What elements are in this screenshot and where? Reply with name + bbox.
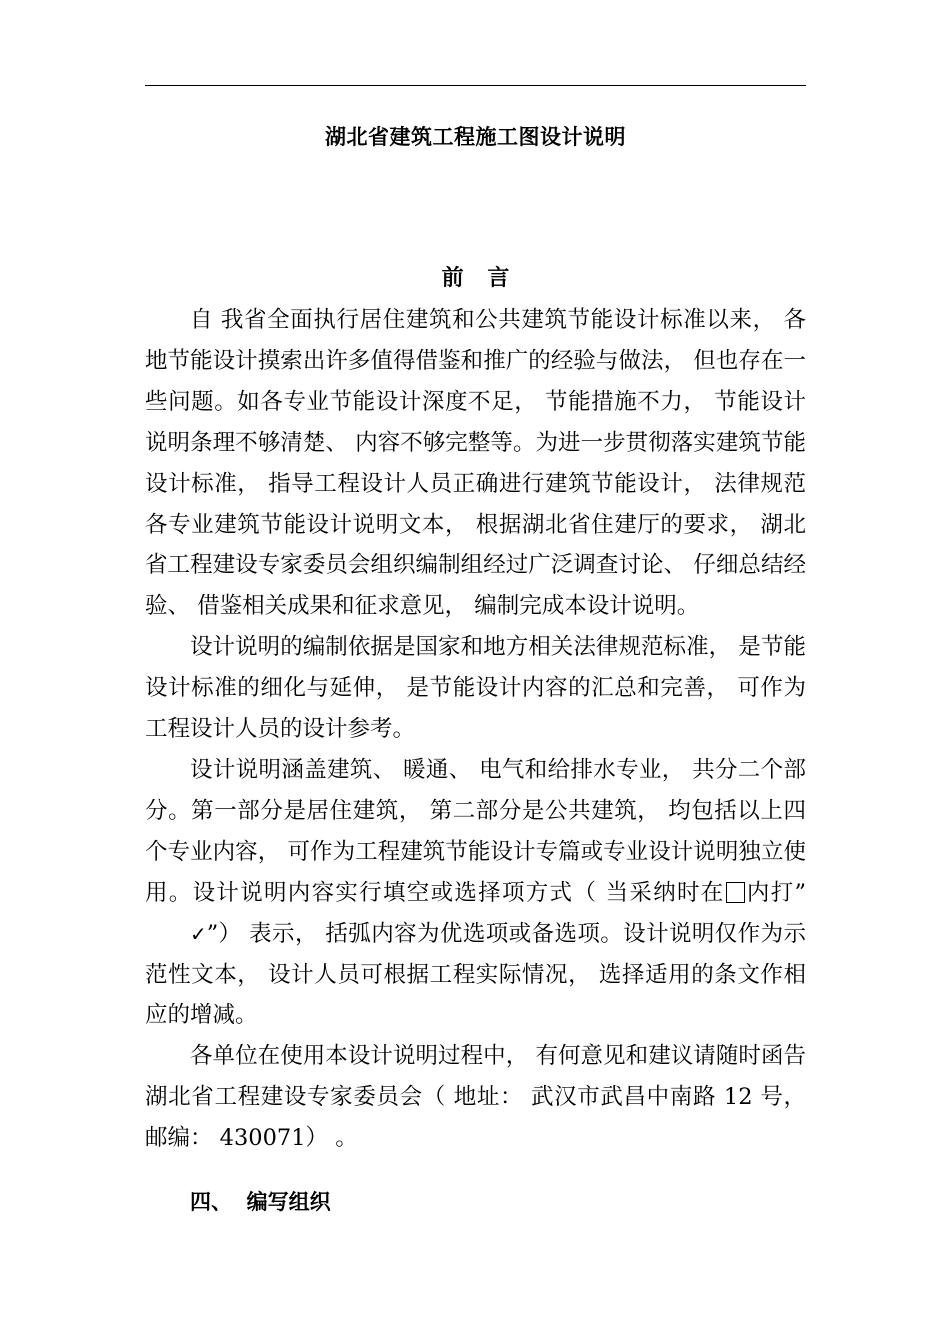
paragraph-3-text-a: 设计说明涵盖建筑、 暖通、 电气和给排水专业， 共分二个部分。第一部分是居住建筑， 第二部分是公共建筑， 均包括以上四个专业内容， 可作为工程建筑节能设计专篇或专业设计说明独立使用。设计说明内容实行填空或选择项方式（ 当采纳时在 (145, 756, 806, 906)
preface-paragraph-1: 自 我省全面执行居住建筑和公共建筑节能设计标准以来， 各地节能设计摸索出许多值得借鉴和推广的经验与做法， 但也存在一些问题。如各专业节能设计深度不足， 节能措施不力， 节能设计说明条理不够清楚、 内容不够完整等。为进一步贯彻落实建筑节能设计标准， 指导工程设计人员正确进行建筑节能设计， 法律规范各专业建筑节能设计说明文本， 根据湖北省住建厅的要求， 湖北省工程建设专家委员会组织编制组经过广泛调查讨论、 仔细总结经验、 借鉴相关成果和征求意见， 编制完成本设计说明。 (145, 307, 806, 620)
preface-paragraph-2: 设计说明的编制依据是国家和地方相关法律规范标准， 是节能设计标准的细化与延伸， 是节能设计内容的汇总和完善， 可作为工程设计人员的设计参考。 (145, 634, 806, 743)
paragraph-3-text-b: 内打” (745, 879, 806, 906)
preface-body (145, 300, 806, 1159)
preface-heading: 前 言 (441, 266, 510, 291)
checkbox-icon (726, 882, 745, 903)
document-title: 湖北省建筑工程施工图设计说明 (325, 125, 626, 149)
preface-paragraph-3 (145, 750, 806, 1036)
paragraph-3-text-c: ”） 表示， 括弧内容为优选项或备选项。设计说明仅作为示范性文本， 设计人员可根据工程实际情况， 选择适用的条文作相应的增减。 (145, 920, 806, 1029)
checkmark-icon: ✓ (190, 921, 207, 946)
preface-paragraph-4: 各单位在使用本设计说明过程中， 有何意见和建议请随时函告湖北省工程建设专家委员会（ 地址： 武汉市武昌中南路 12 号， 邮编： 430071） 。 (145, 1043, 806, 1152)
header-rule (145, 85, 806, 86)
section-heading: 四、 编写组织 (190, 1190, 331, 1214)
